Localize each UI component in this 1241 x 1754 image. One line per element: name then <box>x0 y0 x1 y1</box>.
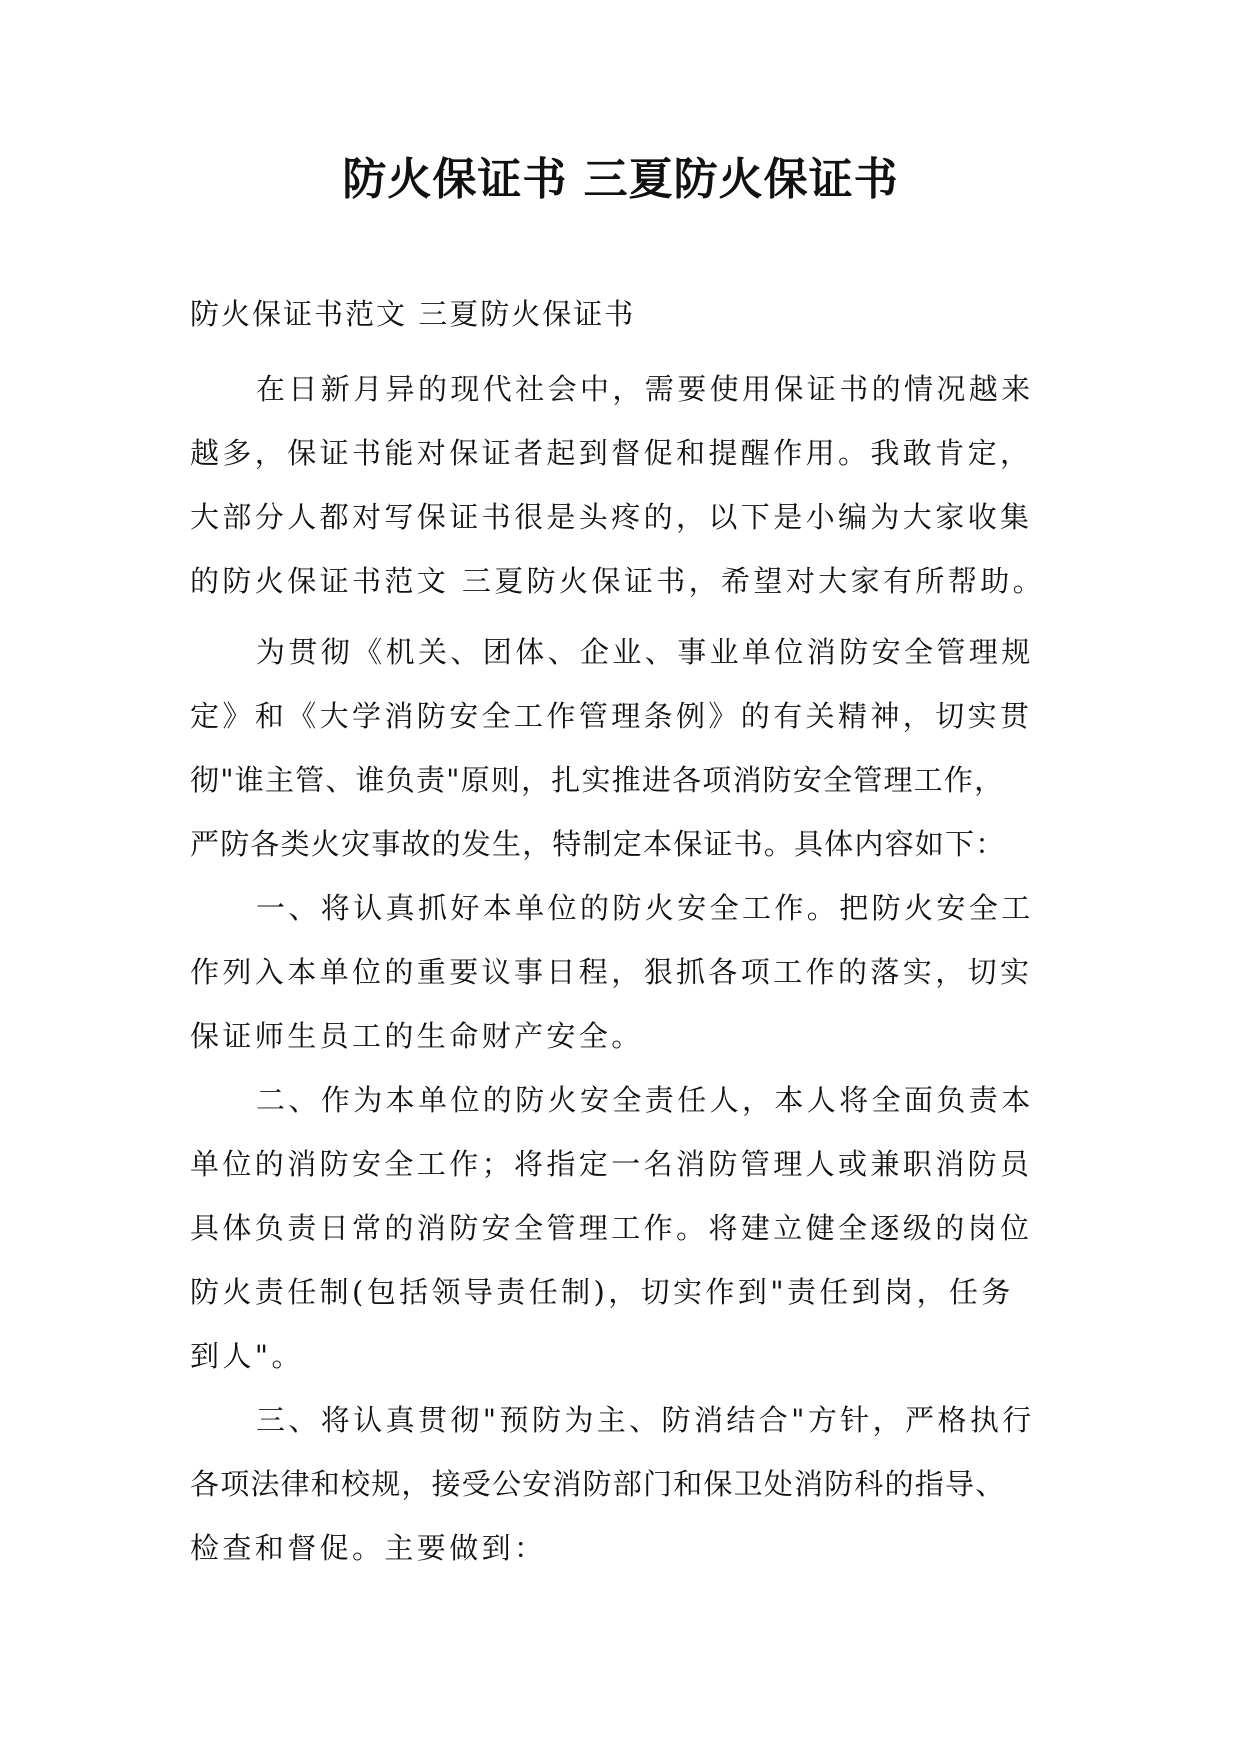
body-line: 检查和督促。主要做到： <box>190 1531 547 1565</box>
body-line: 到人"。 <box>190 1339 304 1373</box>
body-line: 一、将认真抓好本单位的防火安全工作。把防火安全工 <box>256 891 1034 925</box>
body-line: 具体负责日常的消防安全管理工作。将建立健全逐级的岗位 <box>190 1211 1033 1245</box>
document-title: 防火保证书 三夏防火保证书 <box>342 154 899 205</box>
intro-line: 大部分人都对写保证书很是头疼的，以下是小编为大家收集 <box>190 500 1033 534</box>
document-subtitle: 防火保证书范文 三夏防火保证书 <box>190 297 636 331</box>
intro-paragraph <box>190 357 1070 613</box>
body-section <box>190 620 1070 1580</box>
intro-line: 的防火保证书范文 三夏防火保证书，希望对大家有所帮助。 <box>190 564 1046 598</box>
body-line: 单位的消防安全工作；将指定一名消防管理人或兼职消防员 <box>190 1147 1033 1181</box>
intro-line: 越多，保证书能对保证者起到督促和提醒作用。我敢肯定， <box>190 436 1033 470</box>
body-line: 为贯彻《机关、团体、企业、事业单位消防安全管理规 <box>256 635 1034 669</box>
body-line: 严防各类火灾事故的发生，特制定本保证书。具体内容如下： <box>190 827 1006 861</box>
body-line: 彻"谁主管、谁负责"原则，扎实推进各项消防安全管理工作， <box>190 763 1005 797</box>
intro-line: 在日新月异的现代社会中，需要使用保证书的情况越来 <box>256 372 1034 406</box>
body-line: 保证师生员工的生命财产安全。 <box>190 1019 644 1053</box>
body-line: 二、作为本单位的防火安全责任人，本人将全面负责本 <box>256 1083 1034 1117</box>
body-line: 定》和《大学消防安全工作管理条例》的有关精神，切实贯 <box>190 699 1033 733</box>
body-line: 作列入本单位的重要议事日程，狠抓各项工作的落实，切实 <box>190 955 1033 989</box>
body-line: 各项法律和校规，接受公安消防部门和保卫处消防科的指导、 <box>190 1467 1006 1501</box>
body-line: 三、将认真贯彻"预防为主、防消结合"方针，严格执行 <box>256 1403 1035 1437</box>
body-line: 防火责任制(包括领导责任制)，切实作到"责任到岗，任务 <box>190 1275 1014 1309</box>
